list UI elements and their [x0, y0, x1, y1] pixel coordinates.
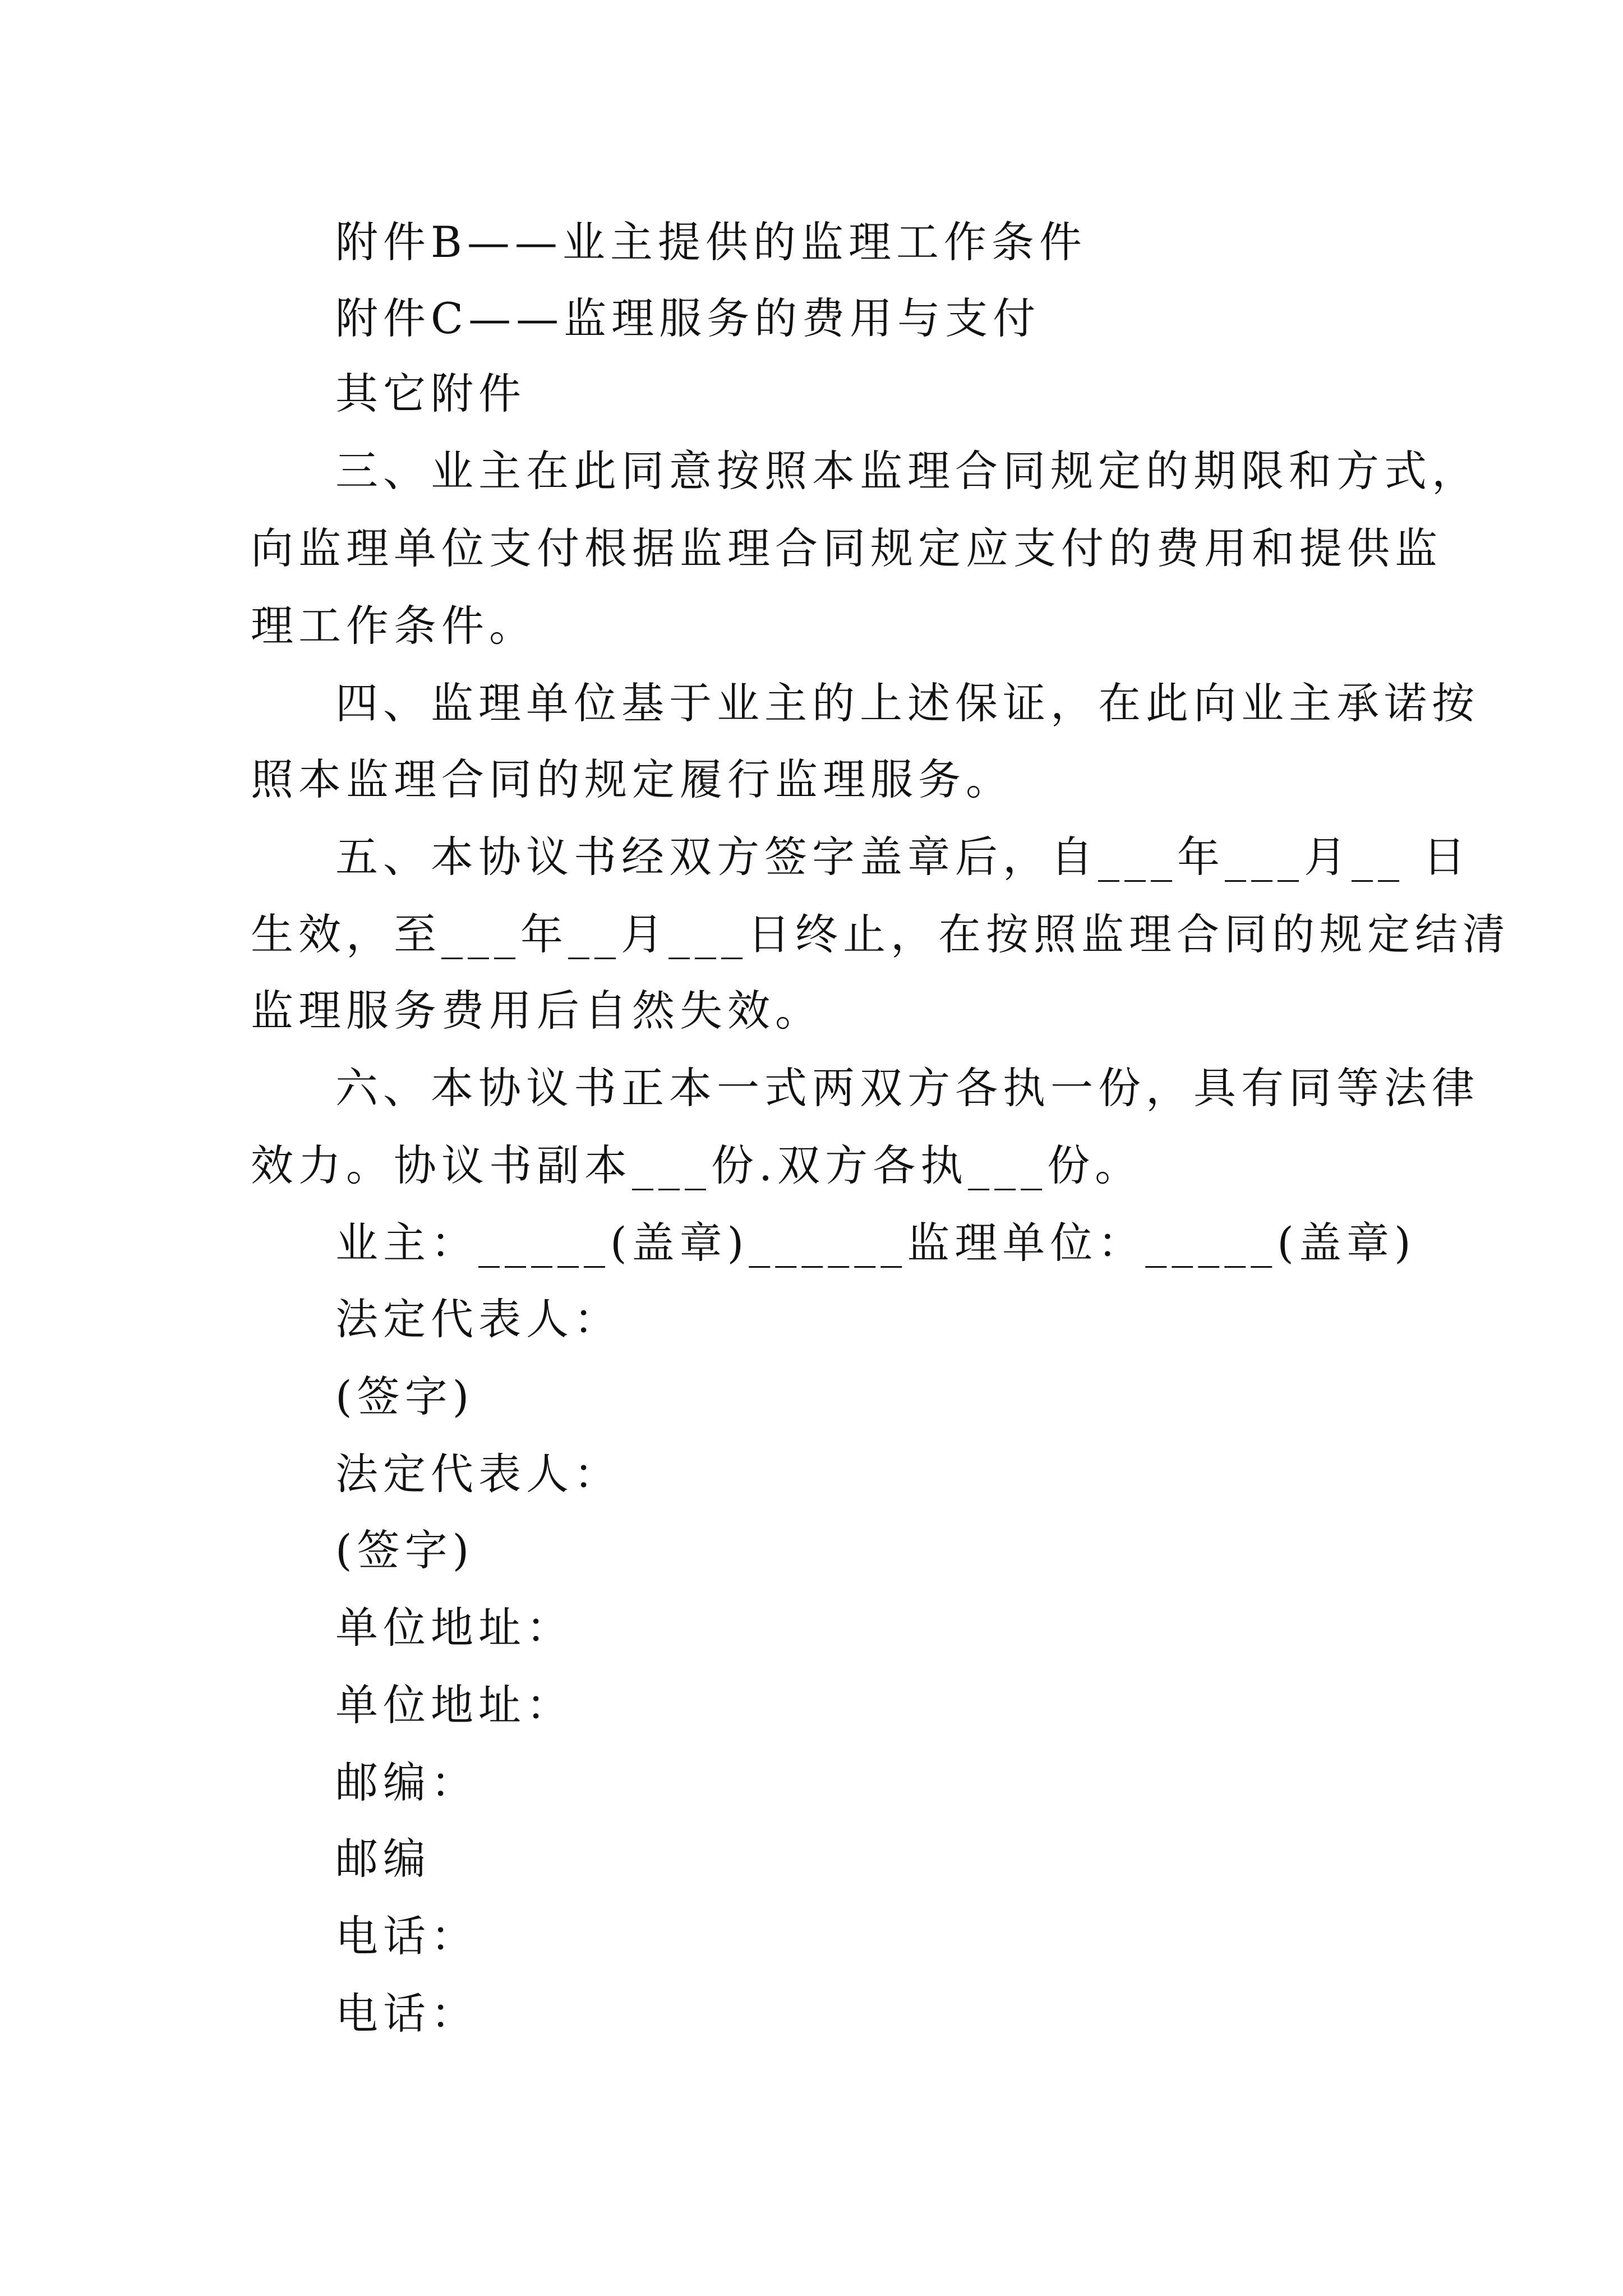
clause-3-line-2: 向监理单位支付根据监理合同规定应支付的费用和提供监 — [251, 523, 1442, 573]
address-1: 单位地址： — [335, 1603, 574, 1653]
clause-5-line-2: 生效，至___年__月___日终止，在按照监理合同的规定结清 — [251, 909, 1510, 959]
clause-4-line-1: 四、监理单位基于业主的上述保证，在此向业主承诺按 — [335, 678, 1479, 728]
clause-6-line-2: 效力。协议书副本___份.双方各执___份。 — [251, 1140, 1143, 1190]
phone-1: 电话： — [335, 1911, 478, 1961]
signature-2: (签字) — [335, 1525, 474, 1575]
clause-3-line-1: 三、业主在此同意按照本监理合同规定的期限和方式， — [335, 446, 1479, 496]
signature-1: (签字) — [335, 1372, 474, 1421]
clause-6-line-1: 六、本协议书正本一式两双方各执一份，具有同等法律 — [335, 1063, 1479, 1113]
clause-5-line-1: 五、本协议书经双方签字盖章后，自___年___月__ 日 — [335, 832, 1471, 882]
phone-2: 电话： — [335, 1989, 478, 2039]
clause-5-line-3: 监理服务费用后自然失效。 — [251, 986, 823, 1036]
legal-representative-2: 法定代表人： — [335, 1449, 621, 1499]
signature-parties-line: 业主：_____(盖章)______监理单位：_____(盖章) — [335, 1218, 1416, 1268]
clause-3-line-3: 理工作条件。 — [251, 601, 537, 651]
attachment-c-line: 附件C——监理服务的费用与支付 — [335, 293, 1041, 343]
postcode-2: 邮编 — [335, 1834, 431, 1884]
legal-representative-1: 法定代表人： — [335, 1294, 621, 1344]
postcode-1: 邮编： — [335, 1757, 478, 1807]
other-attachments-line: 其它附件 — [335, 369, 526, 418]
address-2: 单位地址： — [335, 1680, 574, 1730]
attachment-b-line: 附件B——业主提供的监理工作条件 — [335, 217, 1087, 267]
clause-4-line-2: 照本监理合同的规定履行监理服务。 — [251, 754, 1013, 804]
